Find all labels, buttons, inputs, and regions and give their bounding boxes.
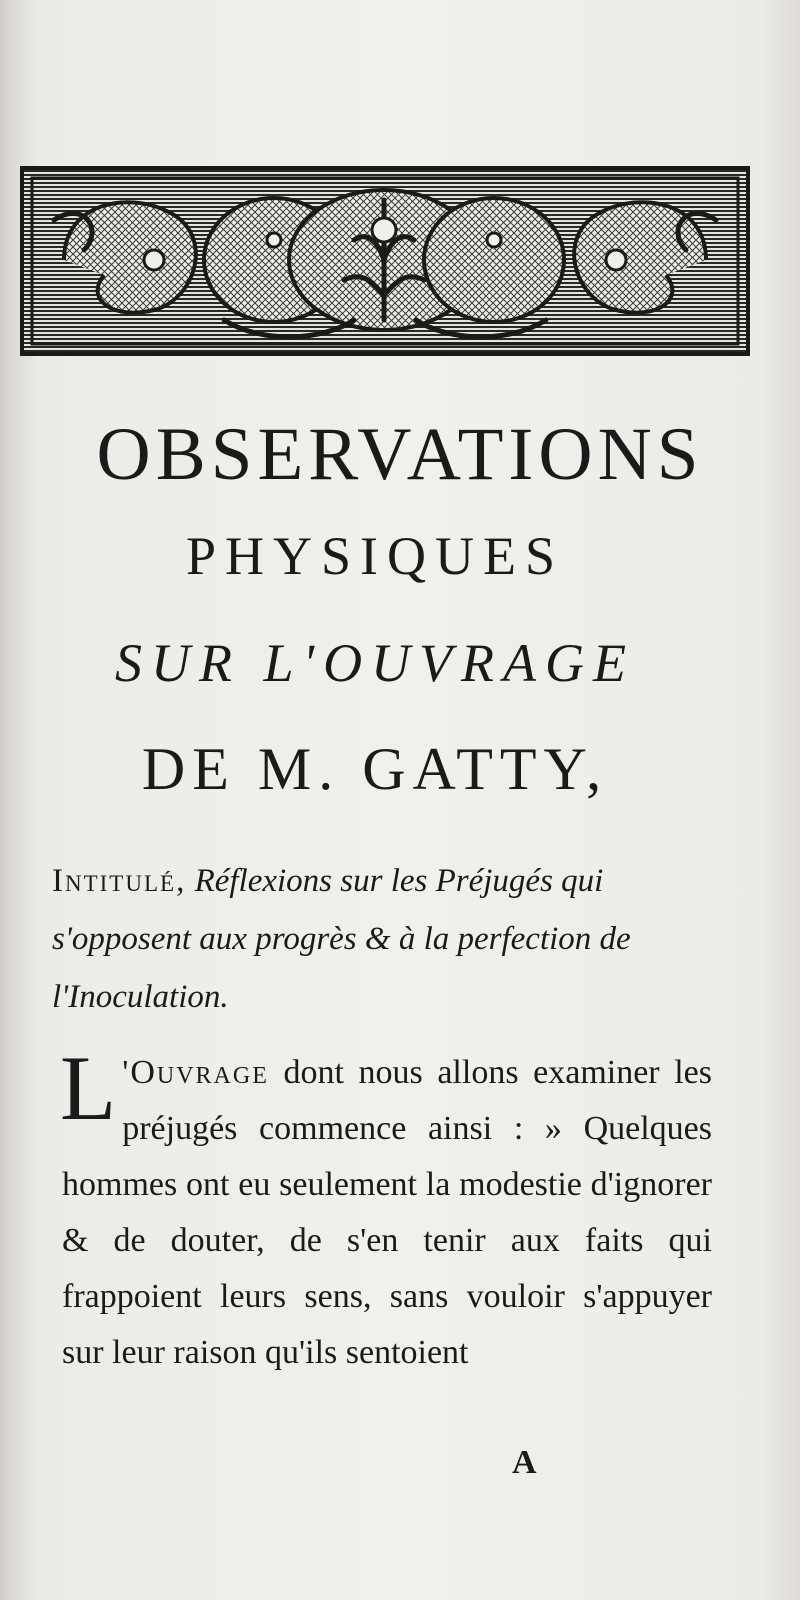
- drop-cap: L: [60, 1037, 117, 1139]
- decorative-headpiece: [20, 166, 750, 356]
- first-word: 'Ouvrage: [122, 1054, 269, 1091]
- signature-mark: A: [512, 1444, 537, 1481]
- title-line-1: OBSERVATIONS: [96, 413, 704, 496]
- subtitle-paragraph: [52, 852, 717, 1026]
- title-line-4: DE M. GATTY,: [141, 736, 609, 802]
- title-line-3: SUR L'OUVRAGE: [115, 633, 635, 693]
- body-paragraph: [60, 1037, 712, 1381]
- title-line-2: PHYSIQUES: [185, 526, 565, 586]
- body-text: dont nous allons examiner les préjugés commence ainsi : » Quelques hommes ont eu seulement la modestie d'ignorer & de douter, de s'en tenir aux faits qui frappoient leurs sens, sans vouloir s'appuyer sur leur raison qu'ils sentoient: [62, 1054, 712, 1371]
- subtitle-rest: Réflexions sur les Préjugés qui s'opposent aux progrès & à la perfection de l'Inoculation.: [52, 863, 631, 1015]
- subtitle-lead: Intitulé,: [52, 863, 187, 899]
